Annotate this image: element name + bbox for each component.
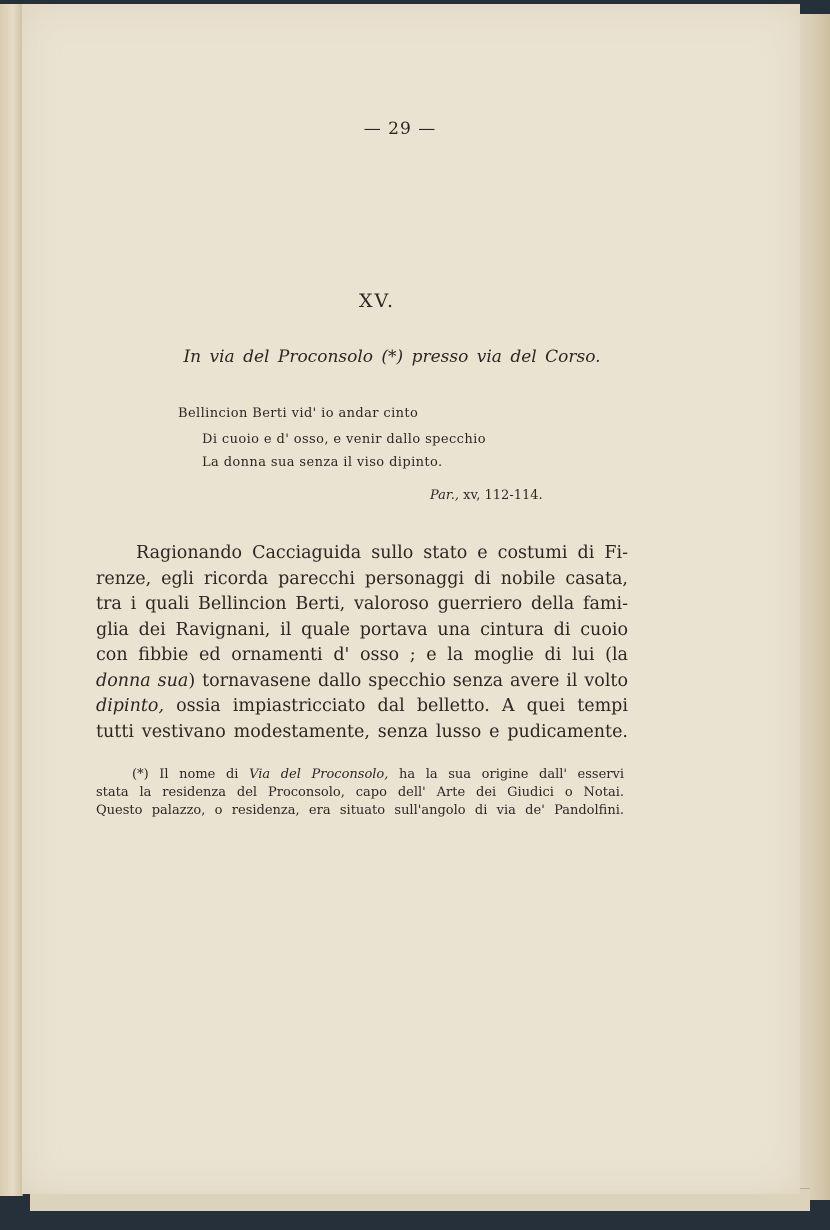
footnote-line	[96, 766, 624, 784]
body-line	[96, 694, 628, 720]
footnote-line: stata la residenza del Proconsolo, capo dell' Arte dei Giudici o Notai.	[96, 785, 624, 800]
body-line-rest: ) tornavasene dallo specchio senza avere il volto	[188, 670, 628, 691]
epigraph-line: La donna sua senza il viso dipinto.	[202, 455, 443, 470]
body-line: con fibbie ed ornamenti d' osso ; e la moglie di lui (la	[96, 645, 628, 665]
page-number: — 29 —	[363, 119, 437, 139]
body-line: renze, egli ricorda parecchi personaggi di nobile casata,	[96, 568, 628, 589]
chapter-subtitle: In via del Proconsolo (*) presso via del Corso.	[183, 347, 601, 367]
book-page	[22, 4, 800, 1194]
chapter-heading: XV.	[359, 290, 395, 312]
body-italic-phrase: donna sua	[96, 670, 189, 691]
body-line: Ragionando Cacciaguida sullo stato e costumi di Fi-	[136, 543, 628, 563]
citation-reference: xv, 112-114.	[463, 488, 543, 503]
epigraph-citation	[430, 488, 543, 503]
body-line	[96, 669, 628, 695]
body-italic-phrase: dipinto,	[96, 696, 165, 716]
footnote-italic-name: Via del Proconsolo,	[249, 767, 389, 782]
citation-book: Par.,	[430, 488, 459, 503]
body-line-rest: ossia impiastricciato dal belletto. A quei tempi	[164, 696, 628, 716]
body-paragraph	[96, 541, 628, 745]
epigraph-line: Bellincion Berti vid' io andar cinto	[178, 406, 419, 421]
footnote-line-rest: ha la sua origine dall' esservi	[388, 767, 625, 782]
footnote	[96, 766, 624, 820]
previous-page-edge	[0, 4, 23, 1196]
footnote-line: Questo palazzo, o residenza, era situato sull'angolo di via de' Pandolfini.	[96, 803, 624, 818]
body-line: tutti vestivano modestamente, senza lusso e pudicamente.	[96, 721, 628, 742]
body-line: glia dei Ravignani, il quale portava una cintura di cuoio	[96, 619, 628, 640]
body-line: tra i quali Bellincion Berti, valoroso guerriero della fami-	[96, 594, 628, 614]
footnote-marker-text: (*) Il nome di	[132, 767, 250, 782]
epigraph-line: Di cuoio e d' osso, e venir dallo specchio	[202, 432, 486, 447]
